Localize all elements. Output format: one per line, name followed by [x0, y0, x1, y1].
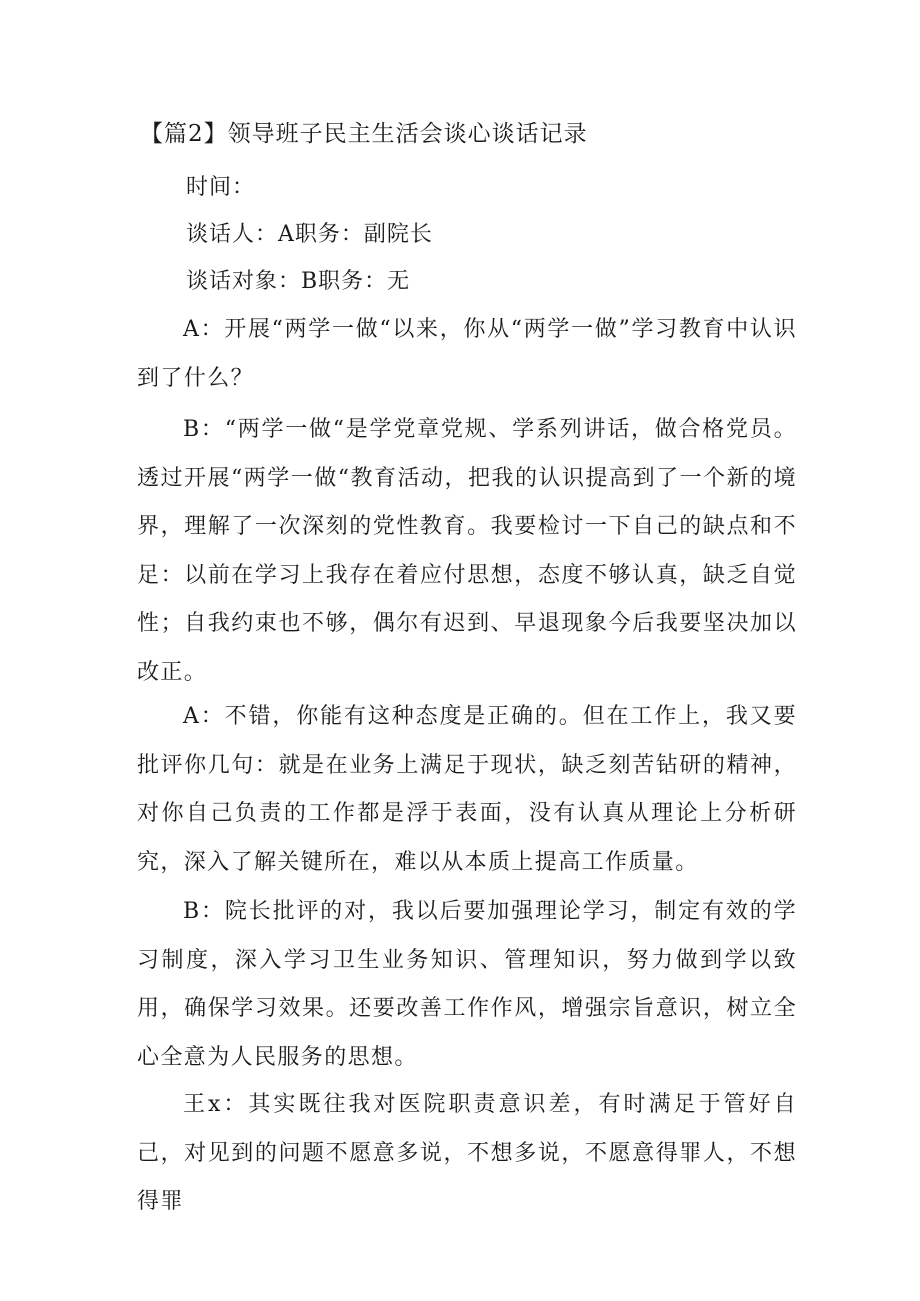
- paragraph-a-critique: A：不错，你能有这种态度是正确的。但在工作上，我又要批评你几句：就是在业务上满足于现状，缺乏刻苦钻研的精神，对你自己负责的工作都是浮于表面，没有认真从理论上分析研究，深入了解关键所在，难以从本质上提高工作质量。: [137, 704, 797, 875]
- document-title: 【篇2】领导班子民主生活会谈心谈话记录: [140, 121, 588, 147]
- paragraph-b-response: B：院长批评的对，我以后要加强理论学习，制定有效的学习制度，深入学习卫生业务知识、管理知识，努力做到学以致用，确保学习效果。还要改善工作作风，增强宗旨意识，树立全心全意为人民服务的思想。: [137, 899, 797, 1070]
- target-line: 谈话对象：B职务：无: [186, 269, 411, 294]
- paragraph-wang-statement: 王x：其实既往我对医院职责意识差，有时满足于管好自己，对见到的问题不愿意多说，不想多说，不愿意得罪人，不想得罪: [137, 1092, 797, 1214]
- time-line: 时间：: [186, 175, 256, 200]
- speaker-line: 谈话人：A职务：副院长: [186, 222, 433, 247]
- paragraph-a-question: A：开展“两学一做“以来，你从“两学一做”学习教育中认识到了什么？: [137, 317, 797, 391]
- paragraph-b-answer: B：“两学一做“是学党章党规、学系列讲话，做合格党员。透过开展“两学一做“教育活动，把我的认识提高到了一个新的境界，理解了一次深刻的党性教育。我要检讨一下自己的缺点和不足：以前在学习上我存在着应付思想，态度不够认真，缺乏自觉性；自我约束也不够，偶尔有迟到、早退现象今后我要坚决加以改正。: [137, 417, 797, 685]
